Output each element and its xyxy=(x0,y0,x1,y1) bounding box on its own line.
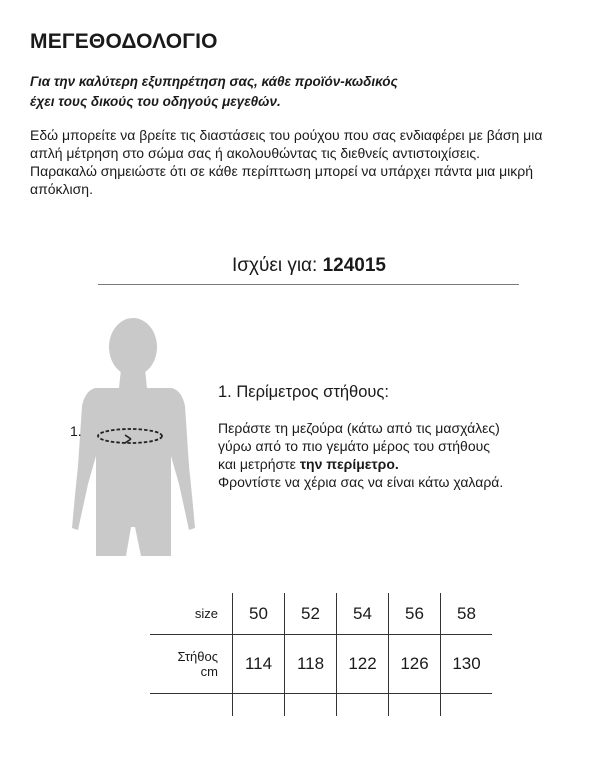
instruction-line: Περάστε τη μεζούρα (κάτω από τις μασχάλες) xyxy=(218,420,500,436)
instruction-emphasis: την περίμετρο. xyxy=(299,456,399,472)
measurement-instructions xyxy=(218,419,568,491)
chest-label: Στήθος xyxy=(177,649,218,664)
body-silhouette-figure xyxy=(55,316,215,561)
size-row-label: size xyxy=(150,593,233,635)
page-subtitle xyxy=(30,72,398,112)
subtitle-line: έχει τους δικούς του οδηγούς μεγεθών. xyxy=(30,94,281,109)
chest-cell: 126 xyxy=(389,635,441,694)
chest-unit-label: cm xyxy=(200,664,218,679)
subtitle-line: Για την καλύτερη εξυπηρέτηση σας, κάθε προϊόν-κωδικός xyxy=(30,74,398,89)
instruction-line: γύρω από το πιο γεμάτο μέρος του στήθους xyxy=(218,438,491,454)
measure-marker: 1. xyxy=(70,423,82,439)
measurement-title: 1. Περίμετρος στήθους: xyxy=(218,383,389,401)
validity-label: Ισχύει για: xyxy=(231,255,323,276)
chest-row-label xyxy=(150,635,233,694)
size-table xyxy=(150,593,492,716)
instruction-line xyxy=(218,455,568,473)
table-row-sizes xyxy=(150,593,492,635)
chest-cell: 114 xyxy=(233,635,285,694)
page-title: ΜΕΓΕΘΟΔΟΛΟΓΙΟ xyxy=(30,30,218,53)
instruction-text: και μετρήστε xyxy=(218,456,300,472)
size-cell: 52 xyxy=(285,593,337,635)
chest-cell: 118 xyxy=(285,635,337,694)
table-row-chest xyxy=(150,635,492,694)
divider xyxy=(98,284,519,285)
product-code: 124015 xyxy=(322,255,386,276)
table-row-empty xyxy=(150,694,492,717)
silhouette-icon xyxy=(72,318,195,556)
intro-paragraph: Παρακαλώ σημειώστε ότι σε κάθε περίπτωση μπορεί να υπάρχει πάντα μια μικρή απόκλιση. xyxy=(30,163,534,197)
instruction-line: Φροντίστε να χέρια σας να είναι κάτω χαλαρά. xyxy=(218,474,504,490)
chest-cell: 122 xyxy=(337,635,389,694)
intro-paragraph: Εδώ μπορείτε να βρείτε τις διαστάσεις του ρούχου που σας ενδιαφέρει με βάση μια απλή μέτρηση στο σώμα σας ή ακολουθώντας τις διεθνείς αντιστοιχίσεις. xyxy=(30,127,543,161)
size-cell: 56 xyxy=(389,593,441,635)
chest-cell: 130 xyxy=(441,635,493,694)
size-cell: 50 xyxy=(233,593,285,635)
validity-line xyxy=(0,255,600,277)
intro-text xyxy=(30,126,575,198)
size-cell: 54 xyxy=(337,593,389,635)
size-cell: 58 xyxy=(441,593,493,635)
